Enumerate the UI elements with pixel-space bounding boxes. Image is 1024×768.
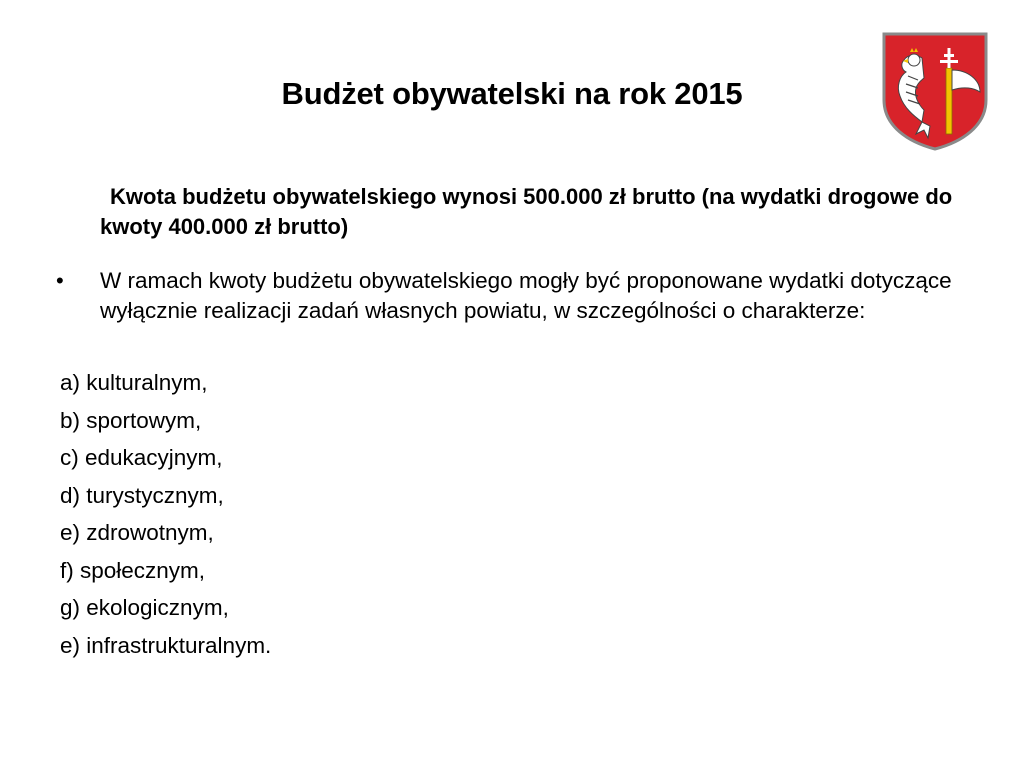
list-item: f) społecznym,: [60, 557, 206, 583]
intro-text: Kwota budżetu obywatelskiego wynosi 500.000 zł brutto (na wydatki drogowe do kwoty 400.000 zł brutto): [100, 184, 953, 239]
bullet-row: [56, 266, 976, 326]
bullet-text: W ramach kwoty budżetu obywatelskiego mogły być proponowane wydatki dotyczące wyłącznie realizacji zadań własnych powiatu, w szczególności o charakterze:: [100, 268, 952, 323]
list-item: e) infrastrukturalnym.: [60, 632, 272, 658]
list-item: g) ekologicznym,: [60, 595, 229, 620]
category-list: [60, 364, 271, 664]
list-item: a) kulturalnym,: [60, 370, 208, 395]
bullet-icon: •: [56, 268, 64, 293]
list-item: d) turystycznym,: [60, 482, 224, 508]
slide-title: Budżet obywatelski na rok 2015: [281, 76, 743, 111]
list-item: b) sportowym,: [60, 407, 202, 433]
coat-of-arms-icon: [878, 30, 992, 152]
bullet-paragraph: [56, 266, 976, 326]
list-item: c) edukacyjnym,: [60, 445, 223, 470]
list-item: e) zdrowotnym,: [60, 520, 214, 545]
